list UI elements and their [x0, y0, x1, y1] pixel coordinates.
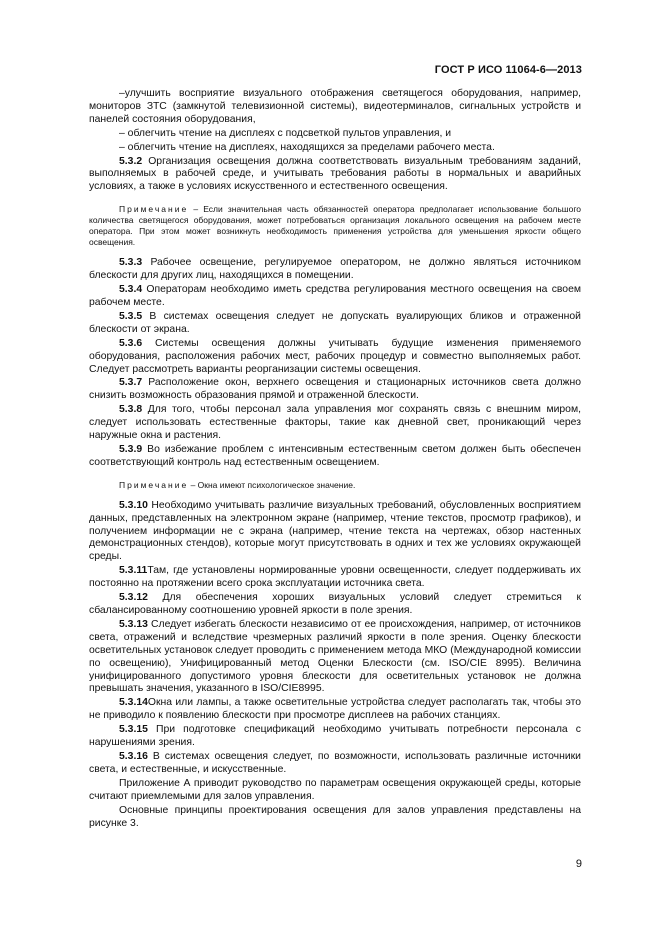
clause-5-3-8: [89, 404, 581, 443]
clause-5-3-6: [89, 338, 581, 377]
clause-text: В системах освещения следует не допускать вуалирующих бликов и отраженной блескости от экрана.: [89, 310, 581, 335]
paragraph-figure-reference: Основные принципы проектирования освещения для залов управления представлены на рисунке 3.: [89, 804, 581, 829]
clause-number: 5.3.14: [119, 697, 148, 709]
document-body: [89, 88, 581, 831]
clause-text: Операторам необходимо иметь средства регулирования местного освещения на своем рабочем месте.: [89, 284, 581, 308]
paragraph-annex-reference: Приложение А приводит руководство по параметрам освещения окружающей среды, которые считают приемлемыми для залов управления.: [89, 777, 581, 802]
clause-text: Для обеспечения хороших визуальных условий следует стремиться к сбалансированному соотношению уровней яркости в поле зрения.: [89, 592, 581, 616]
clause-5-3-5: [89, 311, 581, 337]
clause-text: Рабочее освещение, регулируемое оператором, не должно являться источником блескости для других лиц, находящихся в помещении.: [89, 257, 581, 282]
note-text: – Если значительная часть обязанностей оператора предполагает использование большого количества светящегося оборудования, может потребоваться организация локального освещения на рабочем месте оператора. При этом может возникнуть необходимость применения устройства для уменьшения яркости общего освещения.: [89, 204, 581, 248]
clause-5-3-15: [89, 724, 581, 750]
clause-5-3-7: [89, 377, 581, 403]
clause-5-3-3: [89, 257, 581, 283]
document-header: ГОСТ Р ИСО 11064-6—2013: [434, 64, 582, 76]
clause-text: Необходимо учитывать различие визуальных требований, обусловленных восприятием данных, представленных на электронном экране (например, чтение текстов, просмотр графиков), и получением информации не с экрана (например, чтение текста на чертежах, обзор настенных демонстрационных стендов), которые могут присутствовать в одних и тех же условиях окружающей среды.: [89, 499, 581, 563]
paragraph: –улучшить восприятие визуального отображения светящегося оборудования, например, мониторов ЗТС (замкнутой телевизионной системы), видеотерминалов, сигнальных устройств и панелей состояния оборудования,: [89, 88, 581, 125]
note: [89, 480, 581, 491]
clause-number: 5.3.7: [119, 377, 143, 389]
clause-number: 5.3.13: [119, 618, 148, 630]
clause-number: 5.3.9: [119, 443, 143, 455]
clause-number: 5.3.8: [119, 404, 143, 416]
clause-text: Организация освещения должна соответствовать визуальным требованиям заданий, выполняемых в рабочей среде, и учитывать требования работы в нормальных и аварийных условиях, а также в условиях искусственного и естественного освещения.: [89, 155, 581, 193]
clause-5-3-14: [89, 697, 581, 723]
note-text: – Окна имеют психологическое значение.: [188, 479, 356, 490]
clause-number: 5.3.11: [119, 565, 148, 577]
clause-number: 5.3.15: [119, 724, 148, 736]
clause-5-3-4: [89, 284, 581, 310]
clause-5-3-13: [89, 619, 581, 696]
clause-text: Для того, чтобы персонал зала управления мог сохранять связь с внешним миром, следует использовать естественные факторы, такие как дневной свет, проникающий через наружные окна и растения.: [89, 404, 581, 442]
clause-text: Там, где установлены нормированные уровни освещенности, следует поддерживать их постоянно на протяжении всего срока эксплуатации источника света.: [89, 565, 581, 590]
clause-number: 5.3.6: [119, 337, 143, 349]
clause-number: 5.3.12: [119, 592, 148, 604]
note-label: Примечание: [119, 204, 189, 215]
clause-number: 5.3.5: [119, 310, 143, 322]
clause-text: Окна или лампы, а также осветительные устройства следует располагать так, чтобы это не приводило к появлению блескости при просмотре дисплеев на рабочих станциях.: [89, 697, 581, 722]
clause-5-3-2: [89, 156, 581, 195]
clause-text: Расположение окон, верхнего освещения и стационарных источников света должно снизить возможность образования прямой и отраженной блескости.: [89, 377, 581, 402]
clause-5-3-16: [89, 751, 581, 777]
clause-text: При подготовке спецификаций необходимо учитывать потребности персонала с нарушениями зрения.: [89, 724, 581, 749]
paragraph: – облегчить чтение на дисплеях с подсветкой пультов управления, и: [119, 127, 452, 139]
note-label: Примечание: [119, 479, 189, 490]
clause-5-3-12: [89, 592, 581, 618]
clause-number: 5.3.3: [119, 257, 143, 269]
clause-text: В системах освещения следует, по возможности, использовать различные источники света, и естественные, и искусственные.: [89, 750, 581, 775]
page-number: 9: [575, 858, 582, 870]
paragraph: – облегчить чтение на дисплеях, находящихся за пределами рабочего места.: [119, 141, 495, 153]
clause-5-3-9: [89, 444, 581, 470]
clause-number: 5.3.16: [119, 750, 148, 762]
clause-text: Следует избегать блескости независимо от ее происхождения, например, от источников света, отражений и вследствие чрезмерных различий яркости в поле зрения. Оценку блескости осветительных установок следует проводить с применением метода МКО (Международной комиссии по освещению), Унифицированный метод Оценки Блескости (см. ISO/CIE 8995). Величина унифицированного допустимого уровня блескости для осветительных установок не должна превышать значения, указанного в ISO/CIE8995.: [89, 618, 581, 695]
clause-5-3-10: [89, 500, 581, 565]
clause-text: Системы освещения должны учитывать будущие изменения применяемого оборудования, расположения рабочих мест, рабочих процедур и совместно выполняемых работ. Следует рассмотреть варианты реорганизации системы освещения.: [89, 337, 581, 375]
clause-number: 5.3.2: [119, 155, 143, 167]
clause-5-3-11: [89, 565, 581, 591]
clause-number: 5.3.4: [119, 284, 143, 296]
note: [89, 204, 581, 248]
clause-text: Во избежание проблем с интенсивным естественным светом должен быть обеспечен соответствующий контроль над естественным освещением.: [89, 443, 581, 468]
clause-number: 5.3.10: [119, 499, 148, 511]
